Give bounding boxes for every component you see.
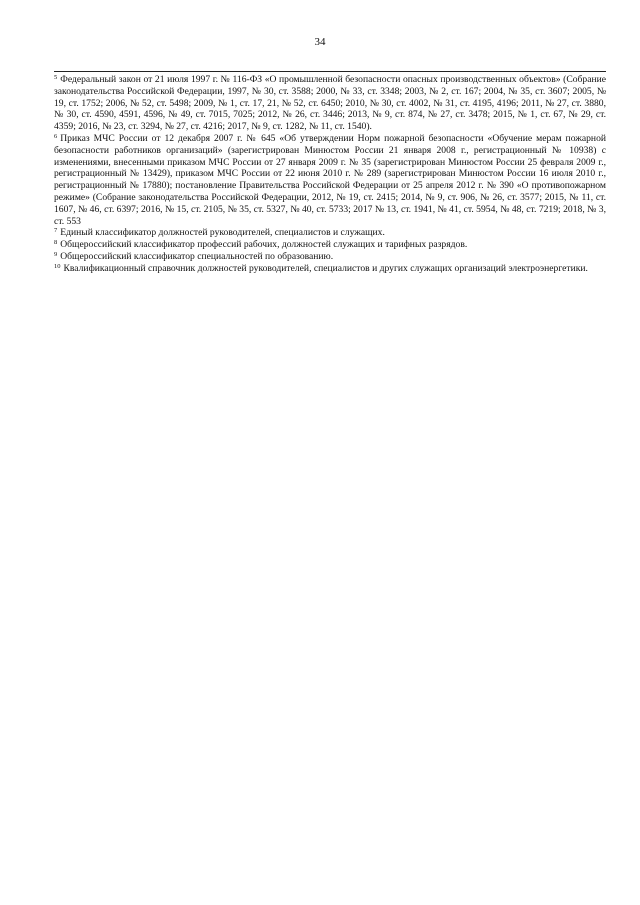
- footnote-mark: 10: [54, 262, 61, 270]
- footnote-6: [54, 133, 606, 227]
- footnote-mark: 5: [54, 74, 58, 81]
- page-number: 34: [314, 36, 326, 48]
- footnote-9: [54, 251, 606, 263]
- footnote-text: Квалификационный справочник должностей руководителей, специалистов и других служащих организаций электроэнергетики.: [63, 262, 588, 274]
- footnote-10: [54, 263, 606, 275]
- footnote-mark: 9: [54, 250, 58, 258]
- footnote-text: Приказ МЧС России от 12 декабря 2007 г. № 645 «Об утверждении Норм пожарной безопасности «Обучение мерам пожарной безопасности работников организаций» (зарегистрирован Минюстом России 21 января 2008 г., регистрационный № 10938) с изменениями, внесенными приказом МЧС России от 27 января 2009 г. № 35 (зарегистрирован Минюстом России 25 февраля 2009 г., регистрационный № 13429), приказом МЧС России от 22 июня 2010 г. № 289 (зарегистрирован Минюстом России 16 июля 2010 г., регистрационный № 17880); постановление Правительства Российской Федерации от 25 апреля 2012 г. № 390 «О противопожарном режиме» (Собрание законодательства Российской Федерации, 2012, № 19, ст. 2415; 2014, № 9, ст. 906, № 26, ст. 3577; 2015, № 11, ст. 1607, № 46, ст. 6397; 2016, № 15, ст. 2105, № 35, ст. 5327, № 40, ст. 5733; 2017 № 13, ст. 1941, № 41, ст. 5954, № 48, ст. 7219; 2018, № 3, ст. 553: [54, 132, 606, 227]
- footnote-separator: [54, 71, 606, 72]
- footnote-7: [54, 227, 606, 239]
- footnote-mark: 7: [54, 227, 58, 235]
- footnote-mark: 8: [54, 239, 58, 247]
- footnote-text: Федеральный закон от 21 июля 1997 г. № 116-ФЗ «О промышленной безопасности опасных производственных объектов» (Собрание законодательства Российской Федерации, 1997, № 30, ст. 3588; 2000, № 33, ст. 3348; 2003, № 2, ст. 167; 2004, № 35, ст. 3607; 2005, № 19, ст. 1752; 2006, № 52, ст. 5498; 2009, № 1, ст. 17, 21, № 52, ст. 6450; 2010, № 30, ст. 4002, № 31, ст. 4195, 4196; 2011, № 27, ст. 3880, № 30, ст. 4590, 4591, 4596, № 49, ст. 7015, 7025; 2012, № 26, ст. 3446; 2013, № 9, ст. 874, № 27, ст. 3478; 2015, № 1, ст. 67, № 29, ст. 4359; 2016, № 23, ст. 3294, № 27, ст. 4216; 2017, № 9, ст. 1282, № 11, ст. 1540).: [54, 74, 606, 133]
- footnote-8: [54, 239, 606, 251]
- footnote-text: Единый классификатор должностей руководителей, специалистов и служащих.: [60, 227, 385, 239]
- footnote-5: [54, 74, 606, 133]
- footnotes-section: [54, 74, 606, 275]
- footnote-text: Общероссийский классификатор профессий рабочих, должностей служащих и тарифных разрядов.: [60, 239, 468, 251]
- footnote-text: Общероссийский классификатор специальностей по образованию.: [60, 250, 334, 262]
- footnote-mark: 6: [54, 132, 58, 140]
